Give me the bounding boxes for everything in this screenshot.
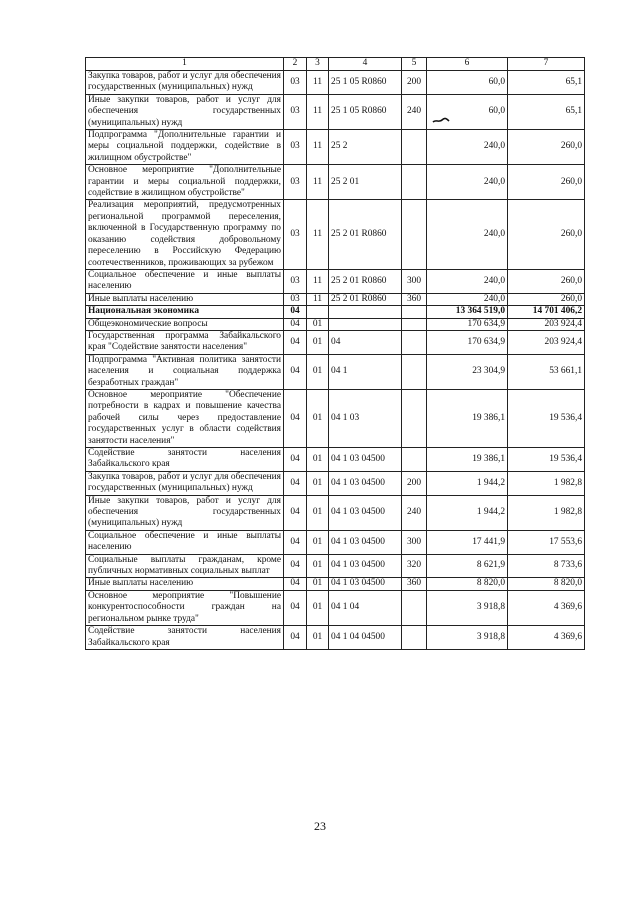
table-row [86,495,585,530]
target-article-code: 04 [329,330,402,354]
amount-year-1: 3 918,8 [427,590,508,625]
row-name: Содействие занятости населения Забайкальского края [86,448,284,472]
amount-year-1: 17 441,9 [427,530,508,554]
section-code: 04 [284,306,307,318]
amount-year-2: 260,0 [508,293,585,305]
table-row [86,590,585,625]
row-name: Иные выплаты населению [86,578,284,590]
amount-year-2: 19 536,4 [508,448,585,472]
subsection-code: 11 [307,94,329,129]
row-name: Подпрограмма "Дополнительные гарантии и меры социальной поддержки, содействие в жилищном обустройстве" [86,130,284,165]
row-name: Основное мероприятие "Дополнительные гарантии и меры социальной поддержки, содействие в жилищном обустройстве" [86,165,284,200]
table-row [86,318,585,330]
amount-year-2: 260,0 [508,130,585,165]
amount-year-2: 260,0 [508,165,585,200]
amount-year-2: 1 982,8 [508,495,585,530]
target-article-code: 04 1 03 04500 [329,495,402,530]
pen-mark [432,117,450,125]
expense-type-code: 360 [402,578,427,590]
target-article-code: 04 1 03 04500 [329,530,402,554]
table-row [86,530,585,554]
row-name: Подпрограмма "Активная политика занятости населения и социальная поддержка безработных граждан" [86,354,284,389]
section-code: 04 [284,495,307,530]
amount-year-1: 240,0 [427,293,508,305]
subsection-code: 01 [307,318,329,330]
expense-type-code [402,306,427,318]
section-code: 03 [284,94,307,129]
target-article-code [329,306,402,318]
section-code: 03 [284,293,307,305]
subsection-code: 11 [307,200,329,269]
table-row [86,626,585,650]
subsection-code: 01 [307,626,329,650]
target-article-code: 25 2 01 R0860 [329,269,402,293]
subsection-code: 11 [307,269,329,293]
target-article-code: 25 1 05 R0860 [329,94,402,129]
target-article-code: 25 1 05 R0860 [329,71,402,95]
row-name: Иные выплаты населению [86,293,284,305]
row-name: Социальное обеспечение и иные выплаты населению [86,269,284,293]
amount-year-1: 170 634,9 [427,318,508,330]
row-name: Закупка товаров, работ и услуг для обеспечения государственных (муниципальных) нужд [86,71,284,95]
amount-year-1: 240,0 [427,130,508,165]
subsection-code: 01 [307,554,329,578]
section-code: 03 [284,200,307,269]
budget-table [85,57,585,650]
subsection-code: 01 [307,354,329,389]
amount-year-1: 1 944,2 [427,471,508,495]
amount-year-1: 19 386,1 [427,389,508,447]
section-code: 03 [284,269,307,293]
section-code: 04 [284,471,307,495]
expense-type-code: 320 [402,554,427,578]
amount-year-2: 260,0 [508,269,585,293]
section-code: 04 [284,354,307,389]
section-code: 04 [284,330,307,354]
amount-year-2: 203 924,4 [508,330,585,354]
subsection-code: 11 [307,130,329,165]
target-article-code: 04 1 04 [329,590,402,625]
table-row [86,71,585,95]
target-article-code [329,318,402,330]
expense-type-code [402,200,427,269]
row-name: Государственная программа Забайкальского края "Содействие занятости населения" [86,330,284,354]
table-body [86,58,585,650]
target-article-code: 04 1 03 04500 [329,448,402,472]
row-name: Социальное обеспечение и иные выплаты населению [86,530,284,554]
subsection-code: 01 [307,448,329,472]
section-code: 04 [284,448,307,472]
subsection-code: 01 [307,495,329,530]
column-header: 6 [427,58,508,71]
amount-year-2: 8 733,6 [508,554,585,578]
expense-type-code [402,590,427,625]
row-name: Иные закупки товаров, работ и услуг для обеспечения государственных (муниципальных) нужд [86,495,284,530]
amount-year-1: 240,0 [427,200,508,269]
expense-type-code: 200 [402,471,427,495]
table-row [86,389,585,447]
expense-type-code [402,165,427,200]
subsection-code: 01 [307,578,329,590]
subsection-code: 11 [307,165,329,200]
section-code: 04 [284,590,307,625]
row-name: Общеэкономические вопросы [86,318,284,330]
section-code: 03 [284,130,307,165]
column-header: 3 [307,58,329,71]
table-row [86,448,585,472]
amount-year-1: 3 918,8 [427,626,508,650]
amount-year-1: 240,0 [427,269,508,293]
target-article-code: 04 1 03 04500 [329,554,402,578]
table-row [86,330,585,354]
section-code: 04 [284,554,307,578]
amount-year-1: 60,0 [427,71,508,95]
amount-year-1: 60,0 [427,94,508,129]
amount-year-1: 170 634,9 [427,330,508,354]
amount-year-1: 23 304,9 [427,354,508,389]
row-name: Основное мероприятие "Обеспечение потребности в кадрах и повышение качества рабочей силы через предоставление государственных услуг в области содействия занятости населения" [86,389,284,447]
subsection-code: 01 [307,471,329,495]
target-article-code: 25 2 01 R0860 [329,293,402,305]
table-row [86,306,585,318]
column-header: 5 [402,58,427,71]
section-code: 04 [284,578,307,590]
table-row [86,293,585,305]
expense-type-code: 300 [402,269,427,293]
expense-type-code [402,448,427,472]
amount-year-2: 53 661,1 [508,354,585,389]
target-article-code: 25 2 01 R0860 [329,200,402,269]
column-header: 7 [508,58,585,71]
section-code: 03 [284,165,307,200]
amount-year-1: 13 364 519,0 [427,306,508,318]
section-code: 04 [284,530,307,554]
table-row [86,354,585,389]
amount-year-2: 17 553,6 [508,530,585,554]
target-article-code: 04 1 03 04500 [329,578,402,590]
section-code: 04 [284,389,307,447]
amount-year-2: 65,1 [508,94,585,129]
table-row [86,554,585,578]
amount-year-2: 1 982,8 [508,471,585,495]
expense-type-code: 240 [402,495,427,530]
expense-type-code: 360 [402,293,427,305]
target-article-code: 04 1 [329,354,402,389]
table-row [86,94,585,129]
subsection-code: 11 [307,293,329,305]
column-header: 1 [86,58,284,71]
table-row [86,269,585,293]
amount-year-1: 8 621,9 [427,554,508,578]
target-article-code: 25 2 01 [329,165,402,200]
row-name: Социальные выплаты гражданам, кроме публичных нормативных социальных выплат [86,554,284,578]
subsection-code: 01 [307,590,329,625]
column-header: 2 [284,58,307,71]
table-row [86,471,585,495]
target-article-code: 04 1 03 [329,389,402,447]
expense-type-code: 240 [402,94,427,129]
target-article-code: 04 1 03 04500 [329,471,402,495]
amount-year-1: 240,0 [427,165,508,200]
subsection-code: 01 [307,389,329,447]
subsection-code: 01 [307,330,329,354]
amount-year-2: 14 701 406,2 [508,306,585,318]
expense-type-code: 200 [402,71,427,95]
expense-type-code [402,626,427,650]
row-name: Основное мероприятие "Повышение конкурентоспособности граждан на региональном рынке труда" [86,590,284,625]
amount-year-2: 260,0 [508,200,585,269]
amount-year-1: 19 386,1 [427,448,508,472]
column-header: 4 [329,58,402,71]
amount-year-1: 1 944,2 [427,495,508,530]
table-row [86,165,585,200]
amount-year-2: 8 820,0 [508,578,585,590]
row-name: Реализация мероприятий, предусмотренных региональной программой переселения, включенной в Государственную программу по оказанию содействия добровольному переселению в Российскую Федерацию соотечественников, проживающих за рубежом [86,200,284,269]
expense-type-code [402,330,427,354]
expense-type-code [402,318,427,330]
amount-year-2: 4 369,6 [508,626,585,650]
row-name: Содействие занятости населения Забайкальского края [86,626,284,650]
header-row [86,58,585,71]
row-name: Иные закупки товаров, работ и услуг для обеспечения государственных (муниципальных) нужд [86,94,284,129]
expense-type-code: 300 [402,530,427,554]
amount-year-1: 8 820,0 [427,578,508,590]
expense-type-code [402,130,427,165]
section-code: 04 [284,318,307,330]
page-number: 23 [314,819,326,833]
amount-year-2: 203 924,4 [508,318,585,330]
amount-year-2: 65,1 [508,71,585,95]
subsection-code: 11 [307,71,329,95]
expense-type-code [402,389,427,447]
target-article-code: 25 2 [329,130,402,165]
table-row [86,578,585,590]
amount-year-2: 4 369,6 [508,590,585,625]
table-row [86,130,585,165]
amount-year-2: 19 536,4 [508,389,585,447]
row-name: Национальная экономика [86,306,284,318]
row-name: Закупка товаров, работ и услуг для обеспечения государственных (муниципальных) нужд [86,471,284,495]
section-code: 04 [284,626,307,650]
table-row [86,200,585,269]
subsection-code [307,306,329,318]
section-code: 03 [284,71,307,95]
subsection-code: 01 [307,530,329,554]
target-article-code: 04 1 04 04500 [329,626,402,650]
expense-type-code [402,354,427,389]
